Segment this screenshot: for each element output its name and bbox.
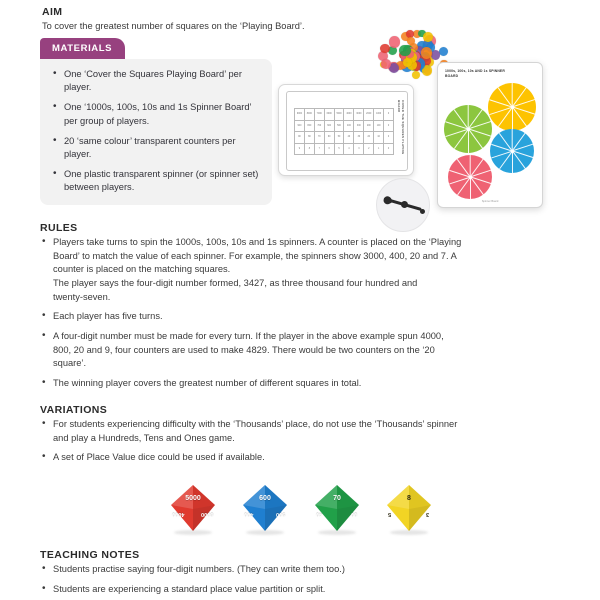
playing-board-cell: 9 [295,144,305,156]
spinner-segment-divider [512,129,513,151]
teaching-notes-heading: TEACHING NOTES [40,549,140,561]
ones-die [384,483,434,533]
playing-board-cell: 60 [325,132,335,144]
playing-board-cell: 80 [305,132,315,144]
die-shadow [318,530,356,535]
playing-board-cell: 5 [335,144,345,156]
die-face-value-left: 40 [316,511,323,517]
thousands-die [168,483,218,533]
playing-board-cell: 0 [384,109,394,121]
aim-heading: AIM [42,6,63,18]
thousands-spinner-yellow [488,83,536,131]
counter-chip [380,44,389,53]
spinner-tip [420,209,425,214]
playing-board-cell: 10 [374,132,384,144]
materials-section [40,38,270,205]
die-face-value-left: 400 [244,511,254,517]
playing-board-grid [294,108,394,155]
spinner-board-card [437,62,543,208]
playing-board-cell: 3000 [354,109,364,121]
spinner-segment-divider [468,105,469,129]
die-shadow [390,530,428,535]
playing-board-sheet [286,91,408,171]
playing-board-cell: 5000 [335,109,345,121]
hundreds-die [240,483,290,533]
spinner-pivot [401,201,408,208]
playing-board-cell: 8 [305,144,315,156]
tens-spinner-blue [490,129,534,173]
variations-heading: VARIATIONS [40,404,108,416]
die-face-value-right: 00 [350,511,357,517]
playing-board-side-label: COVER THE SQUARES PLAYING BOARD [397,100,405,155]
playing-board-cell: 500 [335,121,345,133]
rules-heading: RULES [40,222,78,234]
playing-board-cell: 0 [384,144,394,156]
list-item-line: square’. [53,358,87,369]
playing-board-cell: 300 [354,121,364,133]
list-item-line: Board’ to match the value of each spinner. For example, the spinners show 3000, 400, 20 and 7. A [53,250,457,261]
list-item [40,451,570,465]
playing-board-cell: 50 [335,132,345,144]
list-item-line: • Each player has five turns. [53,311,163,322]
playing-board-cell: 2 [364,144,374,156]
rules-section [40,222,570,397]
playing-board-cell: 90 [295,132,305,144]
list-item [40,377,570,391]
playing-board-cell: 0 [384,132,394,144]
spinner-segment-divider [512,107,513,131]
octahedron-shape [240,483,290,533]
playing-board-cell: 0 [384,121,394,133]
playing-board-cell: 6 [325,144,335,156]
die-face-value-right: 3 [425,511,429,517]
spinner-segment-divider [468,129,469,153]
list-item-line: • Students are experiencing a standard place value partition or split. [53,583,326,594]
counter-chip [389,63,399,73]
die-face-value-top: 8 [407,495,411,502]
list-item [40,330,570,371]
playing-board-cell: 4 [344,144,354,156]
counter-chip [407,37,415,45]
list-item: • One ‘1000s, 100s, 10s and 1s Spinner Board’ per group of players. [50,101,260,127]
spinner-segment-divider [512,151,513,173]
spinner-board-title: 1000s, 100s, 10s AND 1s SPINNER BOARD [445,69,505,78]
spinner-segment-divider [512,83,513,107]
rules-list [40,236,570,391]
playing-board-cell: 900 [295,121,305,133]
list-item-line: • Players take turns to spin the 1000s, 100s, 10s and 1s spinners. A counter is placed on the ‘Playing [53,237,462,247]
die-face-value-left: 4000 [172,511,185,517]
list-item-line: 800, 20 and 9, four counters are used to make 4829. There would be two counters on the ‘20 [53,344,435,355]
list-item [40,310,570,324]
playing-board-cell: 4000 [344,109,354,121]
cover-the-squares-playing-board [278,84,414,176]
playing-board-cell: 200 [364,121,374,133]
list-item-line: counter is placed on the matching squares. [53,264,231,275]
playing-board-cell: 3 [354,144,364,156]
place-value-dice-row [168,483,428,537]
die-face-value-left: 5 [388,511,392,517]
variations-list [40,418,570,465]
list-item: • One ‘Cover the Squares Playing Board’ per player. [50,68,260,94]
die-shadow [246,530,284,535]
counter-chip [439,47,448,56]
counter-chip [389,36,401,48]
list-item-line: • A set of Place Value dice could be used if available. [53,452,265,463]
playing-board-cell: 400 [344,121,354,133]
playing-board-cell: 700 [315,121,325,133]
playing-board-cell: 40 [344,132,354,144]
octahedron-shape [168,483,218,533]
octahedron-shape [312,483,362,533]
materials-badge: MATERIALS [40,38,125,59]
playing-board-cell: 70 [315,132,325,144]
counter-chip [423,32,433,42]
list-item-line: • A four-digit number must be made for every turn. If the player in the above example spun 4000, [53,330,444,341]
die-face-value-top: 5000 [185,495,201,502]
list-item [40,583,570,597]
variations-section [40,404,570,471]
list-item: • 20 ‘same colour’ transparent counters per player. [50,135,260,161]
ones-spinner-red [448,155,492,199]
playing-board-cell: 30 [354,132,364,144]
octahedron-shape [384,483,434,533]
die-face-value-top: 70 [333,495,341,502]
die-face-value-top: 600 [259,495,271,502]
list-item [40,236,570,304]
counter-chip [412,71,420,79]
counter-chip [421,47,432,58]
die-face-value-right: 6000 [200,511,213,517]
playing-board-cell: 7000 [315,109,325,121]
tens-die [312,483,362,533]
list-item-line: • The winning player covers the greatest number of different squares in total. [53,377,362,388]
spinner-hub [467,128,470,131]
counter-chip [381,59,391,69]
list-item-line: • Students practise saying four-digit numbers. (They can write them too.) [53,564,345,574]
materials-list [50,68,260,195]
playing-board-cell: 2000 [364,109,374,121]
playing-board-cell: 6000 [325,109,335,121]
die-face-value-right: 900 [275,511,285,517]
hundreds-spinner-green [444,105,492,153]
playing-board-cell: 800 [305,121,315,133]
playing-board-cell: 9000 [295,109,305,121]
list-item-line: • For students experiencing difficulty with the ‘Thousands’ place, do not use the ‘Thousands’ spinner [53,419,458,429]
spinner-board-footer: Spinner Board [481,200,499,203]
playing-board-cell: 1000 [374,109,384,121]
list-item [40,418,570,445]
spinner-hub [469,176,472,179]
aim-text: To cover the greatest number of squares on the ‘Playing Board’. [42,21,305,31]
list-item: • One plastic transparent spinner (or spinner set) between players. [50,168,260,194]
spinner-segment-divider [470,177,471,199]
playing-board-cell: 100 [374,121,384,133]
counter-chip [403,58,411,66]
list-item [40,563,570,577]
playing-board-cell: 600 [325,121,335,133]
list-item-line: twenty-seven. [53,291,111,302]
spinner-hub [511,106,514,109]
spinner-segment-divider [470,155,471,177]
spinner-hub [511,150,514,153]
list-item-line: and play a Hundreds, Tens and Ones game. [53,432,235,443]
materials-panel [40,59,272,205]
playing-board-cell: 8000 [305,109,315,121]
playing-board-cell: 1 [374,144,384,156]
list-item-line: The player says the four-digit number formed, 3427, as three thousand four hundred and [53,277,418,288]
teaching-notes-section [40,549,570,600]
playing-board-cell: 20 [364,132,374,144]
playing-board-cell: 7 [315,144,325,156]
teaching-notes-list [40,563,570,596]
die-shadow [174,530,212,535]
